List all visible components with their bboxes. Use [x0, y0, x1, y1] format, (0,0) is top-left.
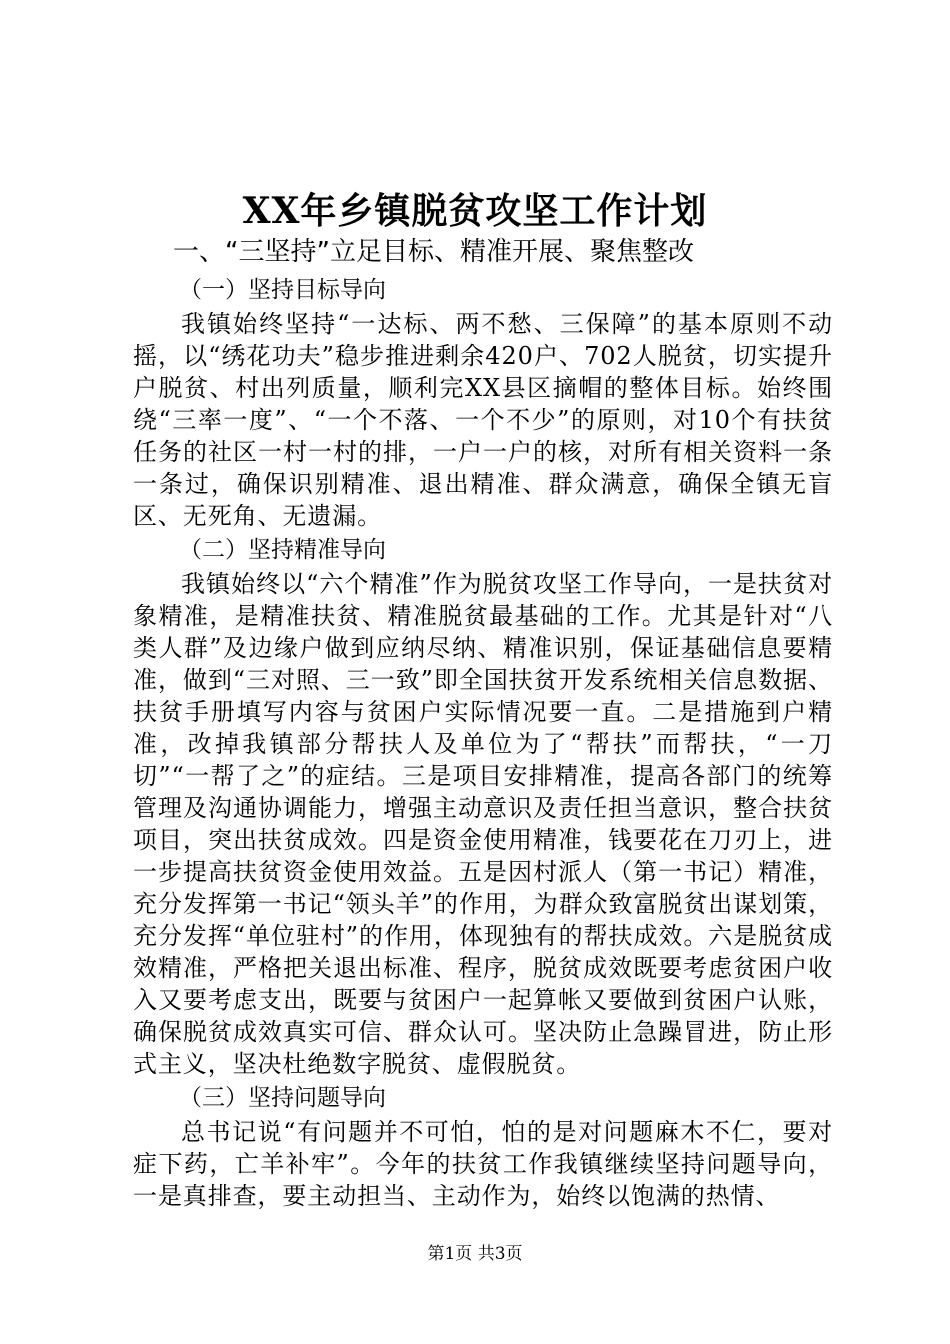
paragraph-problem-orientation: 总书记说“有问题并不可怕，怕的是对问题麻木不仁，要对症下药，亡羊补牢”。今年的扶贫工作我镇继续坚持问题导向，一是真排查，要主动担当、主动作为，始终以饱满的热情、	[133, 1118, 833, 1210]
document-title: XX年乡镇脱贫攻坚工作计划	[242, 190, 708, 232]
section-heading-1: 一、“三坚持”立足目标、精准开展、聚焦整改	[173, 237, 694, 267]
paragraph-precision-orientation: 我镇始终以“六个精准”作为脱贫攻坚工作导向，一是扶贫对象精准，是精准扶贫、精准脱贫最基础的工作。尤其是针对“八类人群”及边缘户做到应纳尽纳、精准识别，保证基础信息要精准，做到“三对照、三一致”即全国扶贫开发系统相关信息数据、扶贫手册填写内容与贫困户实际情况要一直。二是措施到户精准，改掉我镇部分帮扶人及单位为了“帮扶”而帮扶，“一刀切”“一帮了之”的症结。三是项目安排精准，提高各部门的统筹管理及沟通协调能力，增强主动意识及责任担当意识，整合扶贫项目，突出扶贫成效。四是资金使用精准，钱要花在刀刃上，进一步提高扶贫资金使用效益。五是因村派人（第一书记）精准，充分发挥第一书记“领头羊”的作用，为群众致富脱贫出谋划策，充分发挥“单位驻村”的作用，体现独有的帮扶成效。六是脱贫成效精准，严格把关退出标准、程序，脱贫成效既要考虑贫困户收入又要考虑支出，既要与贫困户一起算帐又要做到贫困户认账，确保脱贫成效真实可信、群众认可。坚决防止急躁冒进，防止形式主义，坚决杜绝数字脱贫、虚假脱贫。	[133, 570, 833, 1078]
subsection-heading-1: （一）坚持目标导向	[179, 277, 386, 303]
document-body	[133, 232, 833, 1212]
page-footer: 第1页 共3页	[427, 1244, 523, 1264]
paragraph-target-orientation: 我镇始终坚持“一达标、两不愁、三保障”的基本原则不动摇，以“绣花功夫”稳步推进剩余420户、702人脱贫，切实提升户脱贫、村出列质量，顺利完XX县区摘帽的整体目标。始终围绕“三率一度”、“一个不落、一个不少”的原则，对10个有扶贫任务的社区一村一村的排，一户一户的核，对所有相关资料一条一条过，确保识别精准、退出精准、群众满意，确保全镇无盲区、无死角、无遗漏。	[133, 310, 833, 530]
subsection-heading-3: （三）坚持问题导向	[179, 1085, 386, 1111]
subsection-heading-2: （二）坚持精准导向	[179, 537, 386, 563]
